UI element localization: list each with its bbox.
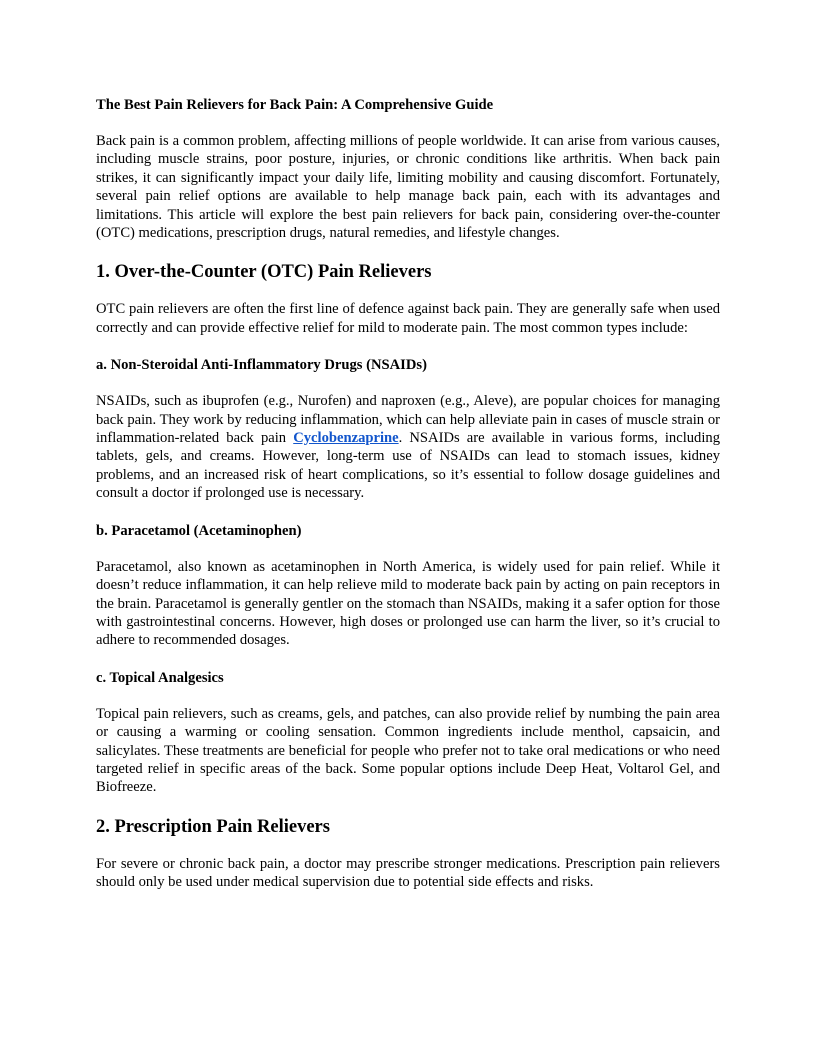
- topical-paragraph: Topical pain relievers, such as creams, gels, and patches, can also provide relief by numbing the pain area or causing a warming or cooling sensation. Common ingredients include menthol, capsaicin, and salicylates. These treatments are beneficial for people who prefer not to take oral medications or who need targeted relief in specific areas of the back. Some popular options include Deep Heat, Voltarol Gel, and Biofreeze.: [96, 705, 720, 796]
- paracetamol-heading: b. Paracetamol (Acetaminophen): [96, 522, 302, 539]
- section-1-intro: OTC pain relievers are often the first line of defence against back pain. They are generally safe when used correctly and can provide effective relief for mild to moderate pain. The most common types include:: [96, 301, 720, 336]
- topical-heading: c. Topical Analgesics: [96, 669, 224, 686]
- nsaids-paragraph: [96, 392, 720, 502]
- intro-paragraph: Back pain is a common problem, affecting millions of people worldwide. It can arise from various causes, including muscle strains, poor posture, injuries, or chronic conditions like arthritis. When back pain strikes, it can significantly impact your daily life, limiting mobility and causing discomfort. Fortunately, several pain relief options are available to help manage back pain, each with its advantages and limitations. This article will explore the best pain relievers for back pain, considering over-the-counter (OTC) medications, prescription drugs, natural remedies, and lifestyle changes.: [96, 133, 720, 242]
- document-title: The Best Pain Relievers for Back Pain: A Comprehensive Guide: [96, 97, 494, 113]
- nsaids-heading: a. Non-Steroidal Anti-Inflammatory Drugs (NSAIDs): [96, 357, 427, 374]
- nsaids-text-before-link: NSAIDs, such as ibuprofen (e.g., Nurofen) and naproxen (e.g., Aleve), are popular choices for managing back pain. They work by reducing inflammation, which can help alleviate pain in cases of muscle strain or inflammation-related back pain: [96, 393, 720, 447]
- nsaids-text-after-link: . NSAIDs are available in various forms, including tablets, gels, and creams. However, long-term use of NSAIDs can lead to stomach issues, kidney problems, and an increased risk of heart complications, so it’s essential to follow dosage guidelines and consult a doctor if prolonged use is necessary.: [96, 430, 720, 502]
- cyclobenzaprine-link[interactable]: Cyclobenzaprine: [293, 430, 399, 447]
- section-1-heading: 1. Over-the-Counter (OTC) Pain Relievers: [96, 262, 432, 283]
- section-2-heading: 2. Prescription Pain Relievers: [96, 816, 330, 837]
- paracetamol-paragraph: Paracetamol, also known as acetaminophen in North America, is widely used for pain relief. While it doesn’t reduce inflammation, it can help relieve mild to moderate back pain by acting on pain receptors in the brain. Paracetamol is generally gentler on the stomach than NSAIDs, making it a safer option for those with gastrointestinal concerns. However, high doses or prolonged use can harm the liver, so it’s crucial to adhere to recommended dosages.: [96, 558, 720, 649]
- section-2-intro: For severe or chronic back pain, a doctor may prescribe stronger medications. Prescription pain relievers should only be used under medical supervision due to potential side effects and risks.: [96, 855, 720, 891]
